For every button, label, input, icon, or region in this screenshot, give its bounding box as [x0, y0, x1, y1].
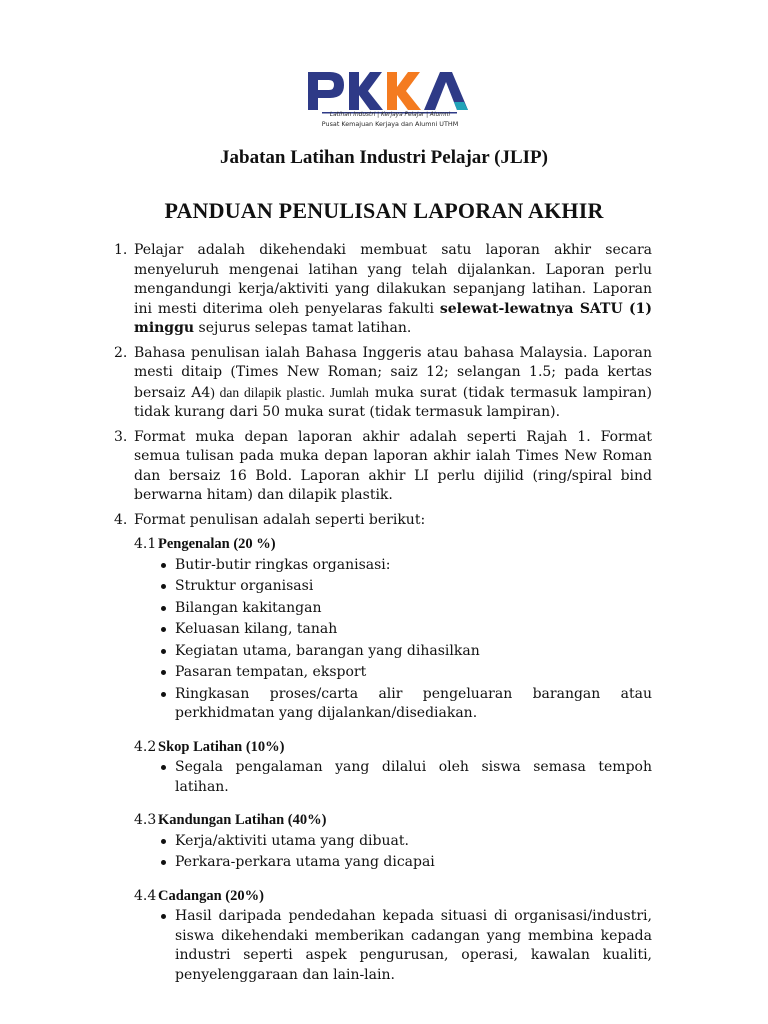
bullet-item: Pasaran tempatan, eksport — [158, 663, 652, 683]
guideline-item-4 — [112, 511, 652, 531]
pkka-logo — [304, 64, 472, 130]
section-skop-latihan — [112, 738, 652, 798]
item-text: sejurus selepas tamat latihan. — [194, 320, 412, 336]
bullet-list — [158, 832, 652, 873]
bullet-list — [158, 556, 652, 724]
guideline-content — [112, 241, 652, 987]
section-title: Kandungan Latihan (40%) — [158, 812, 327, 828]
guideline-item-2 — [112, 344, 652, 423]
section-title: Skop Latihan (10%) — [158, 738, 285, 755]
bullet-item: Kegiatan utama, barangan yang dihasilkan — [158, 642, 652, 662]
item-text: Pelajar adalah dikehendaki membuat satu laporan akhir secara menyeluruh mengenai latihan yang telah dijalankan. Laporan perlu mengandungi kerja/aktiviti yang dilakukan sepanjang latihan. Laporan ini mesti diterima oleh penyelaras fakulti — [134, 242, 652, 317]
section-pengenalan — [112, 535, 652, 724]
bullet-list — [158, 758, 652, 797]
item-number: 4. — [114, 511, 128, 528]
section-number: 4.1 — [134, 536, 157, 552]
guideline-item-3 — [112, 428, 652, 506]
item-number: 1. — [114, 242, 128, 258]
item-text: Format penulisan adalah seperti berikut: — [134, 511, 426, 528]
bullet-item: Butir-butir ringkas organisasi: — [158, 556, 652, 576]
section-title: Cadangan (20%) — [158, 887, 264, 904]
section-number: 4.3 — [134, 812, 157, 828]
bullet-item: Hasil daripada pendedahan kepada situasi di organisasi/industri, siswa dikehendaki memberikan cadangan yang membina kepada industri seperti aspek pengurusan, operasi, kawalan kualiti, penyelenggaraan dan lain-lain. — [158, 907, 652, 985]
bullet-item: Keluasan kilang, tanah — [158, 620, 652, 640]
item-number: 3. — [114, 428, 128, 445]
pkka-wordmark-icon — [304, 64, 472, 114]
item-text: Format muka depan laporan akhir adalah seperti Rajah 1. Format semua tulisan pada muka depan laporan akhir ialah Times New Roman dan bersaiz 16 Bold. Laporan akhir LI perlu dijilid (ring/spiral bind berwarna hitam) dan dilapik plastik. — [134, 428, 652, 503]
org-title: Jabatan Latihan Industri Pelajar (JLIP) — [220, 147, 548, 168]
section-kandungan-latihan — [112, 811, 652, 873]
bullet-item: Bilangan kakitangan — [158, 599, 652, 619]
logo-tagline: Latihan Industri | Kerjaya Pelajar | Alumni — [329, 112, 451, 118]
section-title: Pengenalan (20 %) — [158, 536, 276, 552]
section-number: 4.2 — [134, 738, 157, 755]
bullet-item: Kerja/aktiviti utama yang dibuat. — [158, 832, 652, 852]
section-number: 4.4 — [134, 887, 157, 904]
bullet-item: Struktur organisasi — [158, 577, 652, 597]
logo-subtitle: Pusat Kemajuan Kerjaya dan Alumni UTHM — [321, 120, 459, 128]
item-text: muka surat (tidak termasuk lampiran) tidak kurang dari 50 muka surat (tidak termasuk lampiran). — [134, 384, 652, 420]
guideline-item-1 — [112, 241, 652, 339]
bullet-item: Ringkasan proses/carta alir pengeluaran barangan atau perkhidmatan yang dijalankan/disediakan. — [158, 685, 652, 724]
item-number: 2. — [114, 344, 128, 361]
item-bold-text: selewat-lewatnya SATU (1) minggu — [134, 300, 652, 336]
section-cadangan — [112, 887, 652, 986]
item-text: ) dan dilapik plastic. Jumlah — [210, 384, 369, 400]
bullet-item: Segala pengalaman yang dilalui oleh siswa semasa tempoh latihan. — [158, 758, 652, 797]
bullet-list — [158, 907, 652, 985]
bullet-item: Perkara-perkara utama yang dicapai — [158, 853, 652, 873]
document-title: PANDUAN PENULISAN LAPORAN AKHIR — [164, 198, 604, 223]
item-text: Bahasa penulisan ialah Bahasa Inggeris atau bahasa Malaysia. Laporan mesti ditaip (Times New Roman; saiz 12; selangan 1.5; pada kertas bersaiz A4 — [134, 344, 652, 401]
